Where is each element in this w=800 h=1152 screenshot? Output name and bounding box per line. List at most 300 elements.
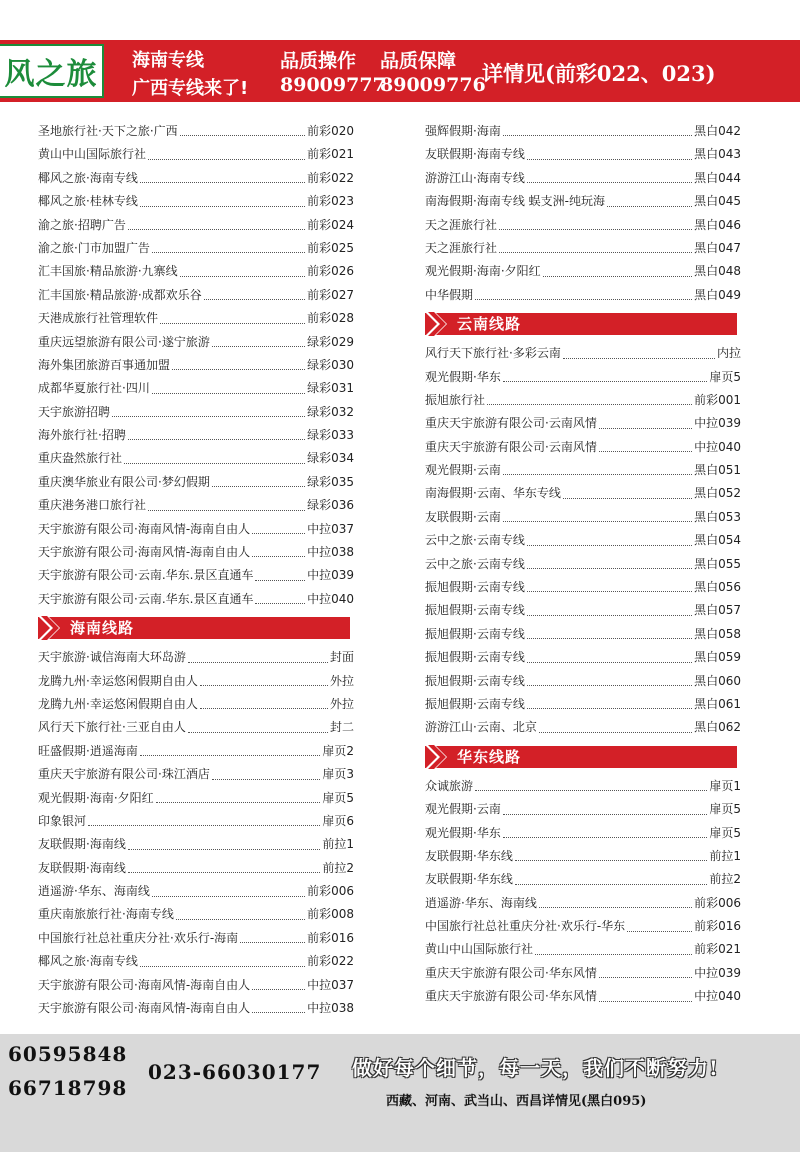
entry-name: 天港成旅行社管理软件 — [38, 311, 159, 326]
entry-name: 天宇旅游有限公司·海南风情-海南自由人 — [38, 1001, 251, 1016]
index-entry — [38, 974, 354, 997]
dot-leader — [527, 615, 692, 616]
index-entry — [38, 424, 354, 447]
index-entry — [425, 576, 741, 599]
index-entry — [38, 716, 354, 739]
entry-name: 成都华夏旅行社·四川 — [38, 381, 150, 396]
index-entry — [38, 787, 354, 810]
entry-page: 黑白053 — [694, 509, 741, 524]
entry-name: 天宇旅游有限公司·海南风情-海南自由人 — [38, 545, 251, 560]
dot-leader — [527, 182, 692, 183]
dot-leader — [200, 685, 328, 686]
entry-page: 前彩001 — [694, 392, 741, 407]
entry-page: 黑白044 — [694, 170, 741, 185]
entry-name: 圣地旅行社·天下之旅·广西 — [38, 123, 178, 138]
dot-leader — [599, 977, 692, 978]
dot-leader — [475, 299, 692, 300]
index-entry — [425, 693, 741, 716]
index-entry — [425, 939, 741, 962]
entry-name: 天宇旅游有限公司·云南.华东.景区直通车 — [38, 591, 254, 606]
entry-page: 绿彩029 — [307, 334, 354, 349]
entry-page: 前彩024 — [307, 217, 354, 232]
dot-leader — [527, 568, 692, 569]
entry-page: 黑白057 — [694, 603, 741, 618]
entry-name: 天之涯旅行社 — [425, 217, 498, 232]
entry-name: 汇丰国旅·精品旅游·成都欢乐谷 — [38, 287, 202, 302]
entry-name: 重庆港务港口旅行社 — [38, 498, 147, 513]
entry-page: 扉页5 — [709, 369, 741, 384]
index-entry — [425, 868, 741, 891]
index-entry — [38, 833, 354, 856]
entry-name: 南海假期·云南、华东专线 — [425, 486, 561, 501]
dot-leader — [515, 884, 708, 885]
entry-name: 友联假期·海南线 — [38, 860, 126, 875]
entry-name: 重庆天宇旅游有限公司·珠江酒店 — [38, 767, 210, 782]
entry-name: 振旭假期·云南专线 — [425, 673, 525, 688]
entry-page: 封面 — [329, 650, 354, 665]
entry-name: 旺盛假期·逍遥海南 — [38, 743, 138, 758]
dot-leader — [140, 182, 305, 183]
entry-page: 黑白052 — [694, 486, 741, 501]
entry-name: 振旭旅行社 — [425, 392, 486, 407]
entry-name: 重庆盎然旅行社 — [38, 451, 123, 466]
index-entry — [425, 985, 741, 1008]
index-entry — [425, 459, 741, 482]
index-entry — [425, 214, 741, 237]
entry-page: 中拉039 — [694, 416, 741, 431]
entry-page: 前彩028 — [307, 311, 354, 326]
dot-leader — [627, 931, 692, 932]
entry-name: 椰风之旅·海南专线 — [38, 170, 138, 185]
dot-leader — [527, 545, 692, 546]
index-entry — [425, 120, 741, 143]
index-entry — [425, 143, 741, 166]
dot-leader — [112, 416, 305, 417]
entry-name: 重庆远望旅游有限公司·遂宁旅游 — [38, 334, 210, 349]
index-entry — [425, 482, 741, 505]
entry-page: 前彩006 — [694, 895, 741, 910]
chevron-right-icon — [425, 745, 449, 769]
dot-leader — [212, 779, 321, 780]
entry-page: 前拉2 — [709, 872, 741, 887]
dot-leader — [128, 872, 321, 873]
entry-name: 游游江山·云南、北京 — [425, 720, 537, 735]
chevron-right-icon — [425, 312, 449, 336]
dot-leader — [212, 346, 305, 347]
banner-phone-2: 89009776 — [380, 74, 486, 96]
section-title: 海南线路 — [70, 619, 135, 638]
hainan-continued-list — [425, 120, 741, 307]
index-entry — [425, 366, 741, 389]
footer-subtitle: 西藏、河南、武当山、西昌详情见(黑白095) — [386, 1094, 647, 1109]
entry-page: 扉页6 — [322, 813, 354, 828]
entry-name: 重庆天宇旅游有限公司·华东风情 — [425, 989, 597, 1004]
entry-page: 绿彩034 — [307, 451, 354, 466]
index-entry — [38, 880, 354, 903]
dot-leader — [160, 323, 305, 324]
index-entry — [38, 354, 354, 377]
index-entry — [38, 693, 354, 716]
index-entry — [425, 670, 741, 693]
index-entry — [38, 904, 354, 927]
index-entry — [38, 670, 354, 693]
entry-name: 龙腾九州·幸运悠闲假期自由人 — [38, 696, 198, 711]
entry-page: 扉页5 — [322, 790, 354, 805]
index-entry — [38, 143, 354, 166]
entry-page: 中拉040 — [307, 591, 354, 606]
dot-leader — [527, 159, 692, 160]
section-title: 云南线路 — [457, 315, 522, 334]
entry-name: 振旭假期·云南专线 — [425, 696, 525, 711]
entry-page: 中拉039 — [307, 568, 354, 583]
entry-name: 观光假期·华东 — [425, 825, 501, 840]
dot-leader — [475, 790, 707, 791]
entry-name: 云中之旅·云南专线 — [425, 556, 525, 571]
dot-leader — [140, 206, 305, 207]
banner-quality-guarantee: 品质保障 — [380, 50, 457, 72]
footer-phone-3: 023-66030177 — [148, 1060, 322, 1084]
entry-name: 椰风之旅·桂林专线 — [38, 194, 138, 209]
index-entry — [425, 599, 741, 622]
index-entry — [38, 494, 354, 517]
entry-page: 中拉037 — [307, 977, 354, 992]
entry-name: 天宇旅游有限公司·海南风情-海南自由人 — [38, 521, 251, 536]
dot-leader — [503, 135, 692, 136]
section-title: 华东线路 — [457, 747, 522, 766]
entry-page: 黑白049 — [694, 287, 741, 302]
entry-page: 黑白043 — [694, 147, 741, 162]
entry-page: 绿彩032 — [307, 404, 354, 419]
entry-name: 天宇旅游有限公司·云南.华东.景区直通车 — [38, 568, 254, 583]
entry-page: 中拉037 — [307, 521, 354, 536]
entry-name: 友联假期·华东线 — [425, 872, 513, 887]
entry-page: 前拉1 — [709, 848, 741, 863]
entry-page: 黑白048 — [694, 264, 741, 279]
hainan-index-list — [38, 646, 354, 1020]
dot-leader — [252, 989, 305, 990]
index-entry — [38, 997, 354, 1020]
entry-page: 前拉2 — [322, 860, 354, 875]
entry-page: 黑白062 — [694, 720, 741, 735]
dot-leader — [176, 919, 305, 920]
dot-leader — [599, 1001, 692, 1002]
index-entry — [425, 646, 741, 669]
general-index-list — [38, 120, 354, 611]
entry-page: 前彩021 — [694, 942, 741, 957]
index-entry — [38, 284, 354, 307]
index-entry — [425, 962, 741, 985]
banner-detail: 详情见(前彩022、023) — [482, 61, 716, 86]
dot-leader — [180, 276, 305, 277]
dot-leader — [152, 252, 305, 253]
banner-quality-operation: 品质操作 — [280, 50, 357, 72]
entry-name: 游游江山·海南专线 — [425, 170, 525, 185]
dot-leader — [503, 521, 692, 522]
dot-leader — [180, 135, 305, 136]
entry-name: 振旭假期·云南专线 — [425, 580, 525, 595]
index-entry — [425, 892, 741, 915]
dot-leader — [88, 825, 320, 826]
footer-phone-1: 60595848 — [8, 1042, 128, 1066]
section-header-hainan — [38, 616, 354, 640]
index-entry — [38, 810, 354, 833]
entry-name: 汇丰国旅·精品旅游·九寨线 — [38, 264, 178, 279]
dot-leader — [140, 755, 321, 756]
dot-leader — [599, 451, 692, 452]
entry-name: 印象银河 — [38, 813, 87, 828]
entry-name: 强辉假期·海南 — [425, 123, 501, 138]
dot-leader — [563, 498, 692, 499]
dot-leader — [255, 580, 305, 581]
entry-page: 前彩016 — [694, 919, 741, 934]
entry-page: 中拉038 — [307, 545, 354, 560]
entry-name: 友联假期·华东线 — [425, 848, 513, 863]
entry-page: 前彩022 — [307, 954, 354, 969]
entry-page: 黑白061 — [694, 696, 741, 711]
index-entry — [38, 237, 354, 260]
dot-leader — [252, 533, 305, 534]
dot-leader — [172, 369, 305, 370]
dot-leader — [156, 802, 321, 803]
entry-page: 前彩008 — [307, 907, 354, 922]
entry-page: 绿彩033 — [307, 428, 354, 443]
entry-page: 中拉039 — [694, 965, 741, 980]
dot-leader — [128, 439, 305, 440]
dot-leader — [563, 358, 715, 359]
index-entry — [425, 260, 741, 283]
entry-page: 外拉 — [329, 696, 354, 711]
entry-page: 前彩023 — [307, 194, 354, 209]
entry-page: 绿彩031 — [307, 381, 354, 396]
dot-leader — [543, 276, 692, 277]
entry-name: 黄山中山国际旅行社 — [425, 942, 534, 957]
dot-leader — [148, 159, 305, 160]
index-entry — [425, 284, 741, 307]
dot-leader — [204, 299, 305, 300]
entry-page: 前彩022 — [307, 170, 354, 185]
entry-name: 中华假期 — [425, 287, 474, 302]
entry-name: 重庆天宇旅游有限公司·云南风情 — [425, 439, 597, 454]
entry-page: 封二 — [329, 720, 354, 735]
entry-name: 重庆南旅旅行社·海南专线 — [38, 907, 174, 922]
index-entry — [38, 377, 354, 400]
index-entry — [38, 763, 354, 786]
entry-page: 前彩016 — [307, 930, 354, 945]
entry-name: 友联假期·海南专线 — [425, 147, 525, 162]
footer — [0, 1034, 800, 1152]
entry-page: 中拉038 — [307, 1001, 354, 1016]
entry-name: 天宇旅游·诚信海南大环岛游 — [38, 650, 186, 665]
entry-name: 众诚旅游 — [425, 778, 474, 793]
dot-leader — [527, 591, 692, 592]
entry-name: 渝之旅·门市加盟广告 — [38, 240, 150, 255]
entry-page: 扉页3 — [322, 767, 354, 782]
entry-page: 黑白042 — [694, 123, 741, 138]
dot-leader — [599, 428, 692, 429]
dot-leader — [188, 732, 328, 733]
entry-name: 重庆天宇旅游有限公司·云南风情 — [425, 416, 597, 431]
entry-page: 黑白046 — [694, 217, 741, 232]
index-entry — [38, 857, 354, 880]
index-entry — [425, 506, 741, 529]
index-entry — [38, 950, 354, 973]
index-entry — [38, 331, 354, 354]
index-entry — [425, 915, 741, 938]
entry-page: 黑白058 — [694, 626, 741, 641]
dot-leader — [515, 860, 708, 861]
dot-leader — [503, 381, 708, 382]
entry-name: 海外旅行社·招聘 — [38, 428, 126, 443]
entry-page: 黑白059 — [694, 650, 741, 665]
dot-leader — [607, 206, 692, 207]
index-entry — [425, 342, 741, 365]
entry-name: 海外集团旅游百事通加盟 — [38, 357, 171, 372]
index-entry — [425, 237, 741, 260]
entry-page: 中拉040 — [694, 439, 741, 454]
entry-page: 扉页2 — [322, 743, 354, 758]
top-banner — [0, 0, 800, 120]
entry-page: 黑白045 — [694, 194, 741, 209]
entry-page: 绿彩035 — [307, 474, 354, 489]
index-entry — [38, 214, 354, 237]
entry-page: 黑白055 — [694, 556, 741, 571]
dot-leader — [188, 662, 328, 663]
entry-name: 中国旅行社总社重庆分社·欢乐行-海南 — [38, 930, 239, 945]
entry-page: 黑白056 — [694, 580, 741, 595]
entry-name: 友联假期·海南线 — [38, 837, 126, 852]
entry-page: 中拉040 — [694, 989, 741, 1004]
logo-box — [0, 44, 104, 98]
dot-leader — [212, 486, 305, 487]
entry-name: 振旭假期·云南专线 — [425, 650, 525, 665]
entry-page: 绿彩036 — [307, 498, 354, 513]
entry-page: 扉页5 — [709, 802, 741, 817]
entry-name: 重庆天宇旅游有限公司·华东风情 — [425, 965, 597, 980]
entry-name: 椰风之旅·海南专线 — [38, 954, 138, 969]
index-entry — [38, 190, 354, 213]
index-entry — [425, 623, 741, 646]
index-entry — [38, 167, 354, 190]
entry-name: 龙腾九州·幸运悠闲假期自由人 — [38, 673, 198, 688]
dot-leader — [128, 229, 305, 230]
entry-page: 绿彩030 — [307, 357, 354, 372]
huadong-index-list — [425, 775, 741, 1009]
dot-leader — [503, 474, 692, 475]
index-entry — [38, 588, 354, 611]
dot-leader — [535, 954, 692, 955]
index-entry — [425, 845, 741, 868]
index-entry — [38, 120, 354, 143]
entry-page: 前彩025 — [307, 240, 354, 255]
entry-name: 南海假期·海南专线 蜈支洲-纯玩海 — [425, 194, 605, 209]
dot-leader — [499, 229, 692, 230]
index-entry — [38, 518, 354, 541]
section-header-yunnan — [425, 312, 741, 336]
dot-leader — [252, 1012, 305, 1013]
index-entry — [425, 798, 741, 821]
dot-leader — [200, 708, 328, 709]
dot-leader — [527, 638, 692, 639]
entry-name: 观光假期·云南 — [425, 463, 501, 478]
index-entry — [38, 447, 354, 470]
entry-page: 前彩021 — [307, 147, 354, 162]
dot-leader — [503, 837, 708, 838]
dot-leader — [152, 896, 305, 897]
entry-name: 风行天下旅行社·多彩云南 — [425, 346, 561, 361]
entry-page: 扉页1 — [709, 778, 741, 793]
entry-name: 中国旅行社总社重庆分社·欢乐行-华东 — [425, 919, 626, 934]
entry-page: 扉页5 — [709, 825, 741, 840]
right-column — [425, 120, 741, 1009]
entry-name: 渝之旅·招聘广告 — [38, 217, 126, 232]
section-header-huadong — [425, 745, 741, 769]
index-entry — [38, 564, 354, 587]
entry-name: 振旭假期·云南专线 — [425, 603, 525, 618]
entry-page: 黑白060 — [694, 673, 741, 688]
entry-page: 前彩020 — [307, 123, 354, 138]
index-entry — [38, 927, 354, 950]
footer-slogan: 做好每个细节，每一天，我们不断努力! — [352, 1056, 719, 1080]
yunnan-index-list — [425, 342, 741, 740]
entry-name: 黄山中山国际旅行社 — [38, 147, 147, 162]
banner-phone-1: 89009777 — [280, 74, 386, 96]
dot-leader — [252, 556, 305, 557]
entry-name: 振旭假期·云南专线 — [425, 626, 525, 641]
index-entry — [425, 529, 741, 552]
index-entry — [425, 167, 741, 190]
entry-name: 逍遥游·华东、海南线 — [38, 884, 150, 899]
index-entry — [425, 190, 741, 213]
dot-leader — [487, 404, 692, 405]
index-entry — [38, 401, 354, 424]
banner-guangxi-line: 广西专线来了! — [132, 78, 249, 99]
left-column — [38, 120, 354, 1020]
dot-leader — [527, 662, 692, 663]
entry-name: 观光假期·华东 — [425, 369, 501, 384]
entry-page: 前彩027 — [307, 287, 354, 302]
entry-page: 外拉 — [329, 673, 354, 688]
index-entry — [425, 775, 741, 798]
index-entry — [38, 646, 354, 669]
index-entry — [425, 716, 741, 739]
entry-page: 内拉 — [716, 346, 741, 361]
index-entry — [425, 822, 741, 845]
index-entry — [38, 307, 354, 330]
entry-page: 黑白051 — [694, 463, 741, 478]
index-entry — [425, 553, 741, 576]
dot-leader — [539, 732, 692, 733]
dot-leader — [499, 252, 692, 253]
entry-name: 观光假期·海南·夕阳红 — [425, 264, 541, 279]
dot-leader — [255, 603, 305, 604]
dot-leader — [527, 708, 692, 709]
dot-leader — [124, 463, 305, 464]
entry-name: 天宇旅游招聘 — [38, 404, 111, 419]
logo-text: 风之旅 — [4, 57, 98, 92]
index-entry — [38, 541, 354, 564]
entry-page: 前彩026 — [307, 264, 354, 279]
index-entry — [425, 412, 741, 435]
dot-leader — [128, 849, 321, 850]
dot-leader — [140, 966, 305, 967]
entry-name: 重庆澳华旅业有限公司·梦幻假期 — [38, 474, 210, 489]
entry-name: 天之涯旅行社 — [425, 240, 498, 255]
entry-name: 云中之旅·云南专线 — [425, 533, 525, 548]
index-entry — [38, 260, 354, 283]
dot-leader — [503, 814, 708, 815]
entry-page: 黑白054 — [694, 533, 741, 548]
banner-hainan-line: 海南专线 — [132, 50, 204, 71]
